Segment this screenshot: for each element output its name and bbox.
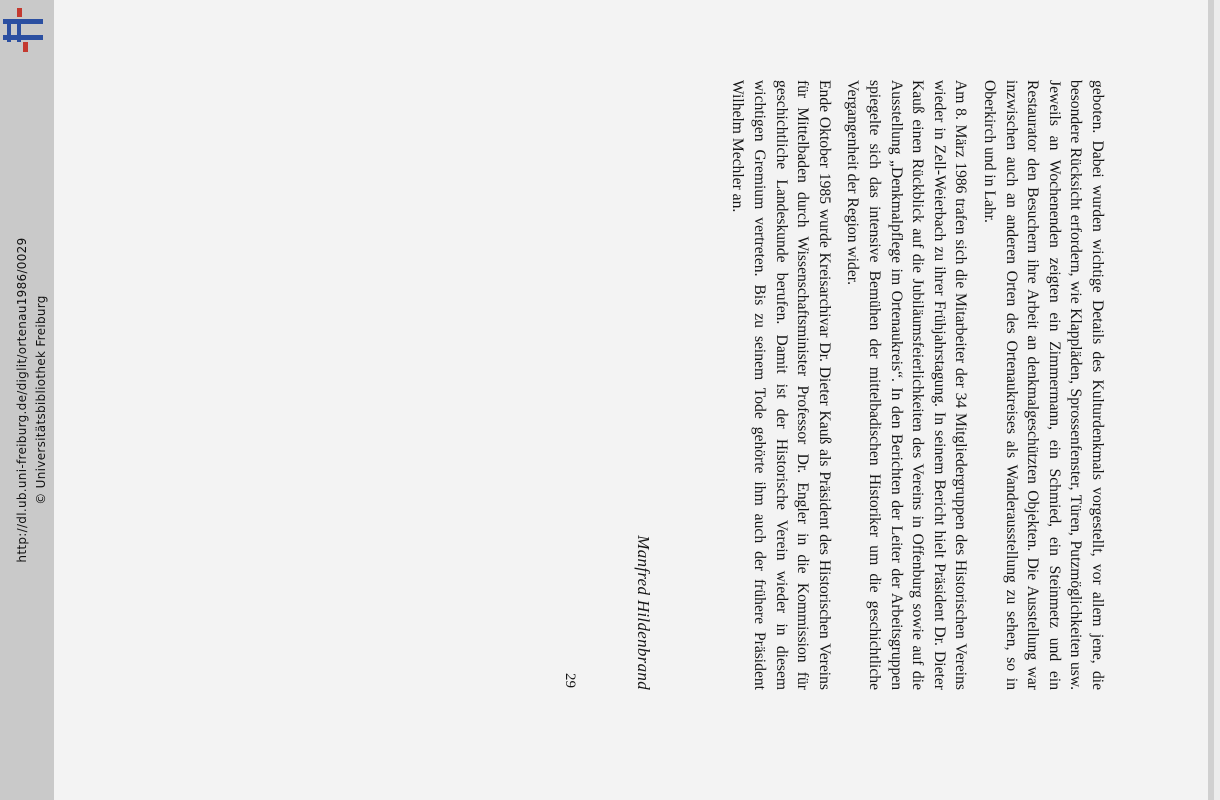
source-info <box>0 0 54 800</box>
paragraph-3: Ende Oktober 1985 wurde Kreisarchivar Dr. Dieter Kauß als Präsident des Historischen Vereins für Mittelbaden durch Wissenschaftsminister Professor Dr. Engler in die Kommission für geschichtliche Landeskunde berufen. Damit ist der Historische Verein wieder in diesem wichtigen Gremium vertreten. Bis zu seinem Tode gehörte ihm auch der frühere Präsident Wilhelm Mechler an. <box>729 80 833 690</box>
sidebar <box>0 0 54 800</box>
paragraph-1: geboten. Dabei wurden wichtige Details des Kulturdenkmals vorgestellt, vor allem jene, die besondere Rücksicht erfordern, wie Klappläden, Sprossenfenster, Türen, Putzmöglichkeiten usw. Jeweils an Wochenenden zeigten ein Zimmermann, ein Schmied, ein Steinmetz und ein Restaurator den Besuchern ihre Arbeit an denkmalgeschützten Objekten. Die Ausstellung war inzwischen auch an anderen Orten des Ortenaukreises als Wanderausstellung zu sehen, so in Oberkirch und in Lahr. <box>981 80 1106 690</box>
author-signature: Manfred Hildenbrand <box>634 535 653 690</box>
page-number: 29 <box>562 673 578 688</box>
page-text-block <box>562 80 1108 690</box>
paragraph-2: Am 8. März 1986 trafen sich die Mitarbeiter der 34 Mitgliedergruppen des Historischen Vereins wieder in Zell-Weierbach zu ihrer Frühjahrstagung. In seinem Bericht hielt Präsident Dr. Dieter Kauß einen Rückblick auf die Jubiläumsfeierlichkeiten des Vereins in Offenburg sowie auf die Ausstellung „Denkmalpflege im Ortenaukreis“. In den Berichten der Leiter der Arbeitsgruppen spiegelte sich das intensive Bemühen der mittelbadischen Historiker um die geschichtliche Vergangenheit der Region wider. <box>844 80 970 690</box>
page-edge <box>1208 0 1214 800</box>
copyright-notice: © Universitätsbibliothek Freiburg <box>34 295 48 505</box>
source-url[interactable]: http://dl.ub.uni-freiburg.de/diglit/ortenau1986/0029 <box>15 237 29 563</box>
